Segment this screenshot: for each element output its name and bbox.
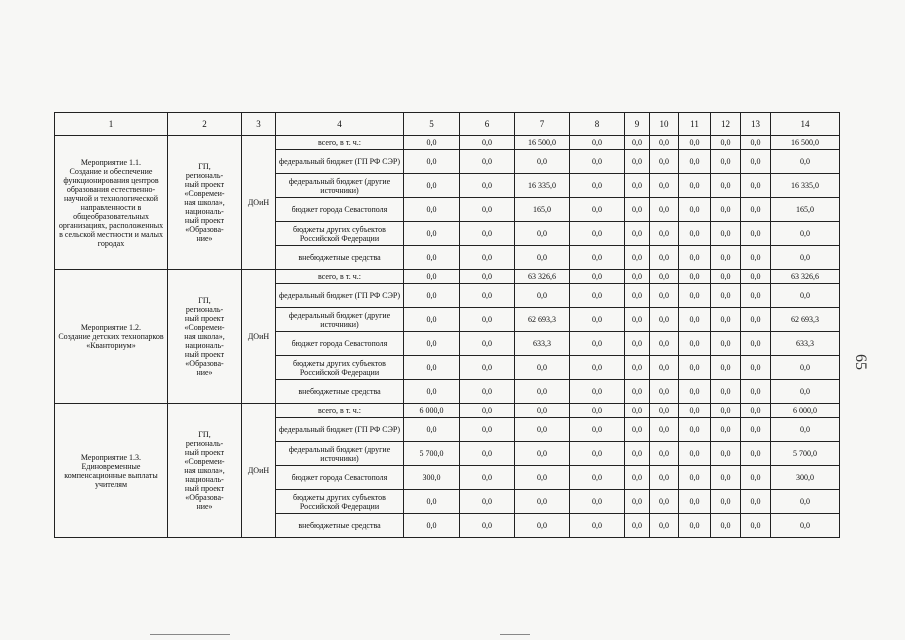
funding-source: бюджеты других субъектов Российской Федерации — [276, 356, 404, 380]
amount-cell: 0,0 — [741, 308, 771, 332]
event-description: Мероприятие 1.2. Создание детских технопарков «Кванториум» — [55, 270, 168, 404]
funding-source: федеральный бюджет (другие источники) — [276, 308, 404, 332]
amount-cell: 0,0 — [625, 404, 650, 418]
amount-cell: 0,0 — [711, 332, 741, 356]
funding-source: федеральный бюджет (ГП РФ СЭР) — [276, 418, 404, 442]
amount-cell: 6 000,0 — [404, 404, 460, 418]
funding-source: федеральный бюджет (ГП РФ СЭР) — [276, 150, 404, 174]
program-description: ГП, региональ- ный проект «Совремеи- ная школа», националь- ный проект «Образова- ние» — [168, 404, 242, 538]
funding-source: внебюджетные средства — [276, 514, 404, 538]
amount-cell: 0,0 — [570, 380, 625, 404]
amount-cell: 0,0 — [771, 380, 840, 404]
amount-cell: 165,0 — [515, 198, 570, 222]
scan-edge-mark — [500, 634, 530, 635]
amount-cell: 0,0 — [679, 174, 711, 198]
funding-source: бюджеты других субъектов Российской Федерации — [276, 490, 404, 514]
amount-cell: 0,0 — [625, 246, 650, 270]
amount-cell: 0,0 — [711, 136, 741, 150]
column-header-8: 8 — [570, 113, 625, 136]
executor-cell: ДОиН — [242, 136, 276, 270]
amount-cell: 0,0 — [515, 514, 570, 538]
amount-cell: 0,0 — [460, 198, 515, 222]
amount-cell: 0,0 — [404, 332, 460, 356]
amount-cell: 0,0 — [711, 246, 741, 270]
amount-cell: 0,0 — [570, 136, 625, 150]
amount-cell: 0,0 — [650, 418, 679, 442]
column-header-4: 4 — [276, 113, 404, 136]
amount-cell: 0,0 — [650, 442, 679, 466]
amount-cell: 0,0 — [679, 150, 711, 174]
amount-cell: 0,0 — [570, 466, 625, 490]
amount-cell: 0,0 — [625, 308, 650, 332]
table-row — [55, 270, 840, 284]
amount-cell: 0,0 — [650, 136, 679, 150]
amount-cell: 0,0 — [741, 198, 771, 222]
amount-cell: 0,0 — [741, 150, 771, 174]
amount-cell: 0,0 — [404, 198, 460, 222]
amount-cell: 16 500,0 — [515, 136, 570, 150]
amount-cell: 0,0 — [404, 308, 460, 332]
amount-cell: 0,0 — [650, 404, 679, 418]
amount-cell: 0,0 — [711, 442, 741, 466]
amount-cell: 0,0 — [741, 442, 771, 466]
amount-cell: 633,3 — [515, 332, 570, 356]
amount-cell: 0,0 — [460, 136, 515, 150]
funding-source: федеральный бюджет (ГП РФ СЭР) — [276, 284, 404, 308]
amount-cell: 0,0 — [515, 442, 570, 466]
amount-cell: 0,0 — [711, 404, 741, 418]
amount-cell: 0,0 — [679, 270, 711, 284]
amount-cell: 0,0 — [771, 284, 840, 308]
amount-cell: 0,0 — [625, 380, 650, 404]
amount-cell: 0,0 — [679, 490, 711, 514]
amount-cell: 0,0 — [625, 136, 650, 150]
amount-cell: 0,0 — [650, 490, 679, 514]
amount-cell: 0,0 — [771, 356, 840, 380]
amount-cell: 0,0 — [515, 356, 570, 380]
amount-cell: 0,0 — [515, 490, 570, 514]
executor-cell: ДОиН — [242, 404, 276, 538]
amount-cell: 0,0 — [404, 284, 460, 308]
amount-cell: 0,0 — [625, 270, 650, 284]
amount-cell: 0,0 — [741, 136, 771, 150]
amount-cell: 0,0 — [404, 136, 460, 150]
funding-source: всего, в т. ч.: — [276, 270, 404, 284]
amount-cell: 0,0 — [711, 466, 741, 490]
column-header-1: 1 — [55, 113, 168, 136]
amount-cell: 0,0 — [771, 418, 840, 442]
amount-cell: 0,0 — [711, 356, 741, 380]
amount-cell: 0,0 — [404, 356, 460, 380]
amount-cell: 0,0 — [515, 466, 570, 490]
amount-cell: 0,0 — [404, 222, 460, 246]
funding-source: внебюджетные средства — [276, 380, 404, 404]
amount-cell: 0,0 — [570, 404, 625, 418]
amount-cell: 6 000,0 — [771, 404, 840, 418]
amount-cell: 0,0 — [741, 332, 771, 356]
amount-cell: 0,0 — [679, 466, 711, 490]
amount-cell: 0,0 — [460, 174, 515, 198]
amount-cell: 0,0 — [771, 246, 840, 270]
amount-cell: 0,0 — [711, 150, 741, 174]
amount-cell: 0,0 — [570, 514, 625, 538]
amount-cell: 0,0 — [679, 418, 711, 442]
amount-cell: 0,0 — [625, 284, 650, 308]
amount-cell: 16 335,0 — [771, 174, 840, 198]
amount-cell: 62 693,3 — [771, 308, 840, 332]
amount-cell: 0,0 — [404, 246, 460, 270]
amount-cell: 0,0 — [771, 514, 840, 538]
amount-cell: 0,0 — [515, 404, 570, 418]
column-header-11: 11 — [679, 113, 711, 136]
amount-cell: 0,0 — [650, 246, 679, 270]
amount-cell: 0,0 — [741, 466, 771, 490]
amount-cell: 0,0 — [679, 222, 711, 246]
amount-cell: 0,0 — [515, 150, 570, 174]
amount-cell: 0,0 — [741, 270, 771, 284]
amount-cell: 0,0 — [711, 380, 741, 404]
amount-cell: 0,0 — [460, 380, 515, 404]
amount-cell: 0,0 — [711, 308, 741, 332]
funding-source: всего, в т. ч.: — [276, 404, 404, 418]
table-row — [55, 404, 840, 418]
amount-cell: 0,0 — [650, 174, 679, 198]
amount-cell: 0,0 — [625, 466, 650, 490]
amount-cell: 0,0 — [771, 150, 840, 174]
executor-cell: ДОиН — [242, 270, 276, 404]
amount-cell: 0,0 — [741, 380, 771, 404]
amount-cell: 300,0 — [404, 466, 460, 490]
funding-source: бюджеты других субъектов Российской Федерации — [276, 222, 404, 246]
amount-cell: 0,0 — [570, 284, 625, 308]
amount-cell: 0,0 — [404, 380, 460, 404]
amount-cell: 0,0 — [741, 514, 771, 538]
amount-cell: 0,0 — [650, 284, 679, 308]
amount-cell: 0,0 — [404, 514, 460, 538]
amount-cell: 300,0 — [771, 466, 840, 490]
column-header-2: 2 — [168, 113, 242, 136]
amount-cell: 0,0 — [460, 270, 515, 284]
amount-cell: 0,0 — [460, 356, 515, 380]
funding-source: федеральный бюджет (другие источники) — [276, 442, 404, 466]
amount-cell: 0,0 — [650, 308, 679, 332]
amount-cell: 0,0 — [711, 514, 741, 538]
amount-cell: 0,0 — [404, 174, 460, 198]
amount-cell: 0,0 — [570, 418, 625, 442]
column-header-10: 10 — [650, 113, 679, 136]
amount-cell: 0,0 — [679, 284, 711, 308]
amount-cell: 0,0 — [625, 222, 650, 246]
amount-cell: 0,0 — [679, 246, 711, 270]
amount-cell: 0,0 — [570, 442, 625, 466]
amount-cell: 63 326,6 — [771, 270, 840, 284]
amount-cell: 0,0 — [741, 284, 771, 308]
amount-cell: 0,0 — [679, 380, 711, 404]
table-header-row — [55, 113, 840, 136]
amount-cell: 0,0 — [741, 356, 771, 380]
funding-source: федеральный бюджет (другие источники) — [276, 174, 404, 198]
amount-cell: 0,0 — [771, 222, 840, 246]
program-description: ГП, региональ- ный проект «Совремеи- ная школа», националь- ный проект «Образова- ние» — [168, 136, 242, 270]
column-header-5: 5 — [404, 113, 460, 136]
amount-cell: 0,0 — [570, 332, 625, 356]
amount-cell: 0,0 — [650, 380, 679, 404]
amount-cell: 0,0 — [741, 174, 771, 198]
amount-cell: 0,0 — [460, 222, 515, 246]
amount-cell: 0,0 — [515, 380, 570, 404]
amount-cell: 0,0 — [679, 308, 711, 332]
amount-cell: 0,0 — [460, 308, 515, 332]
amount-cell: 0,0 — [711, 222, 741, 246]
amount-cell: 0,0 — [570, 222, 625, 246]
amount-cell: 0,0 — [460, 246, 515, 270]
amount-cell: 62 693,3 — [515, 308, 570, 332]
amount-cell: 0,0 — [711, 418, 741, 442]
amount-cell: 0,0 — [625, 150, 650, 174]
column-header-7: 7 — [515, 113, 570, 136]
amount-cell: 0,0 — [460, 418, 515, 442]
amount-cell: 0,0 — [741, 490, 771, 514]
amount-cell: 0,0 — [570, 246, 625, 270]
amount-cell: 0,0 — [404, 418, 460, 442]
amount-cell: 0,0 — [679, 514, 711, 538]
amount-cell: 0,0 — [570, 308, 625, 332]
amount-cell: 0,0 — [625, 332, 650, 356]
amount-cell: 0,0 — [570, 270, 625, 284]
amount-cell: 16 500,0 — [771, 136, 840, 150]
amount-cell: 0,0 — [460, 490, 515, 514]
program-description: ГП, региональ- ный проект «Совремеи- ная школа», националь- ный проект «Образова- ние» — [168, 270, 242, 404]
table-row — [55, 136, 840, 150]
amount-cell: 0,0 — [741, 418, 771, 442]
amount-cell: 0,0 — [625, 418, 650, 442]
amount-cell: 0,0 — [460, 332, 515, 356]
amount-cell: 0,0 — [460, 442, 515, 466]
amount-cell: 63 326,6 — [515, 270, 570, 284]
amount-cell: 0,0 — [741, 246, 771, 270]
amount-cell: 0,0 — [570, 198, 625, 222]
amount-cell: 0,0 — [460, 150, 515, 174]
amount-cell: 0,0 — [711, 490, 741, 514]
amount-cell: 0,0 — [460, 514, 515, 538]
column-header-14: 14 — [771, 113, 840, 136]
column-header-3: 3 — [242, 113, 276, 136]
amount-cell: 0,0 — [515, 222, 570, 246]
page-number: 65 — [852, 354, 869, 370]
column-header-9: 9 — [625, 113, 650, 136]
amount-cell: 0,0 — [625, 514, 650, 538]
amount-cell: 0,0 — [404, 270, 460, 284]
amount-cell: 0,0 — [679, 404, 711, 418]
funding-source: всего, в т. ч.: — [276, 136, 404, 150]
amount-cell: 0,0 — [460, 466, 515, 490]
column-header-6: 6 — [460, 113, 515, 136]
amount-cell: 0,0 — [679, 332, 711, 356]
amount-cell: 5 700,0 — [771, 442, 840, 466]
event-description: Мероприятие 1.1. Создание и обеспечение функционирования центров образования естественно-научной и технологической направленности в общеобразовательных организациях, расположенных в сельской местности и малых городах — [55, 136, 168, 270]
amount-cell: 0,0 — [460, 404, 515, 418]
amount-cell: 0,0 — [650, 198, 679, 222]
amount-cell: 0,0 — [404, 150, 460, 174]
funding-source: внебюджетные средства — [276, 246, 404, 270]
amount-cell: 0,0 — [650, 222, 679, 246]
event-description: Мероприятие 1.3. Единовременные компенсационные выплаты учителям — [55, 404, 168, 538]
amount-cell: 0,0 — [625, 198, 650, 222]
amount-cell: 0,0 — [711, 284, 741, 308]
amount-cell: 0,0 — [650, 270, 679, 284]
amount-cell: 0,0 — [711, 270, 741, 284]
amount-cell: 0,0 — [570, 174, 625, 198]
amount-cell: 5 700,0 — [404, 442, 460, 466]
amount-cell: 0,0 — [570, 490, 625, 514]
amount-cell: 0,0 — [771, 490, 840, 514]
amount-cell: 0,0 — [650, 356, 679, 380]
amount-cell: 0,0 — [650, 466, 679, 490]
amount-cell: 0,0 — [460, 284, 515, 308]
funding-source: бюджет города Севастополя — [276, 198, 404, 222]
amount-cell: 0,0 — [679, 442, 711, 466]
amount-cell: 0,0 — [741, 404, 771, 418]
amount-cell: 0,0 — [515, 418, 570, 442]
amount-cell: 0,0 — [515, 246, 570, 270]
amount-cell: 0,0 — [625, 442, 650, 466]
amount-cell: 0,0 — [711, 174, 741, 198]
table-body — [55, 136, 840, 538]
funding-source: бюджет города Севастополя — [276, 332, 404, 356]
amount-cell: 0,0 — [625, 490, 650, 514]
scan-edge-mark — [150, 634, 230, 635]
amount-cell: 0,0 — [650, 150, 679, 174]
amount-cell: 0,0 — [679, 198, 711, 222]
amount-cell: 0,0 — [515, 284, 570, 308]
amount-cell: 0,0 — [570, 356, 625, 380]
budget-table — [54, 112, 840, 538]
amount-cell: 0,0 — [570, 150, 625, 174]
amount-cell: 0,0 — [625, 174, 650, 198]
amount-cell: 633,3 — [771, 332, 840, 356]
amount-cell: 0,0 — [711, 198, 741, 222]
amount-cell: 16 335,0 — [515, 174, 570, 198]
column-header-12: 12 — [711, 113, 741, 136]
funding-source: бюджет города Севастополя — [276, 466, 404, 490]
amount-cell: 0,0 — [679, 356, 711, 380]
amount-cell: 0,0 — [650, 332, 679, 356]
amount-cell: 0,0 — [679, 136, 711, 150]
amount-cell: 0,0 — [404, 490, 460, 514]
column-header-13: 13 — [741, 113, 771, 136]
amount-cell: 0,0 — [625, 356, 650, 380]
amount-cell: 165,0 — [771, 198, 840, 222]
amount-cell: 0,0 — [650, 514, 679, 538]
amount-cell: 0,0 — [741, 222, 771, 246]
